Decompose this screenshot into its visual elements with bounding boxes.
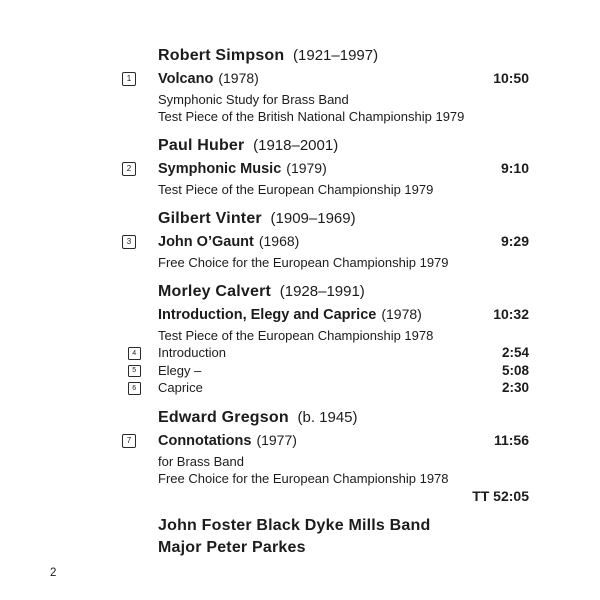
track-title: Connotations (158, 432, 252, 449)
composer-dates: (1921–1997) (293, 47, 379, 64)
composer-name: Edward Gregson (158, 408, 289, 426)
composer-section (126, 134, 529, 198)
track-row (126, 67, 529, 91)
track-subline: Free Choice for the European Championship 1978 (158, 470, 449, 486)
composer-name: Morley Calvert (158, 283, 272, 300)
composer-dates: (1928–1991) (279, 283, 365, 300)
track-number-box (128, 365, 141, 378)
movement-name: Elegy – (158, 362, 202, 378)
track-subline: Symphonic Study for Brass Band (158, 92, 349, 107)
composer-dates: (1918–2001) (253, 137, 339, 154)
composer-section (132, 280, 529, 397)
tracklist (126, 44, 529, 559)
track-time: 9:29 (500, 233, 529, 249)
track-number-box (122, 162, 136, 176)
composer-dates: (1909–1969) (270, 210, 356, 227)
track-number-box (128, 347, 141, 360)
track-number-box (122, 235, 136, 249)
movement-name: Introduction (158, 345, 226, 360)
movement-row (132, 362, 529, 380)
track-year: (1978) (218, 70, 259, 86)
composer-name: Gilbert Vinter (158, 210, 262, 227)
composer-dates: (b. 1945) (297, 408, 358, 426)
track-subline: for Brass Band (158, 453, 244, 469)
work-subline: Test Piece of the European Championship 1978 (158, 328, 434, 343)
composer-section (126, 406, 529, 505)
track-number: 3 (126, 237, 132, 246)
composer-heading (158, 134, 529, 157)
movement-time: 2:54 (501, 345, 529, 360)
track-number-box (128, 382, 141, 395)
composer-name: Paul Huber (158, 137, 245, 154)
track-title: Volcano (158, 71, 214, 87)
track-number-box (122, 434, 136, 448)
track-number: 2 (126, 164, 132, 173)
movement-name: Caprice (158, 380, 203, 395)
movement-row (132, 344, 529, 362)
track-number: 5 (132, 367, 137, 375)
page-number: 2 (50, 567, 57, 579)
composer-heading (158, 207, 529, 230)
movement-time: 2:30 (501, 380, 529, 395)
track-number: 6 (132, 384, 137, 392)
track-number: 7 (126, 435, 132, 445)
track-row (126, 230, 529, 254)
performer-credits (158, 515, 529, 559)
track-time: 10:50 (493, 70, 529, 86)
credit-line: Major Peter Parkes (158, 538, 306, 556)
track-number: 1 (126, 74, 132, 83)
track-subline: Test Piece of the British National Championship 1979 (158, 109, 465, 124)
track-time: 11:56 (493, 431, 529, 448)
composer-heading (158, 44, 529, 67)
track-year: (1968) (258, 233, 300, 249)
work-year: (1978) (381, 306, 422, 322)
track-title: Symphonic Music (158, 161, 282, 177)
track-title: John O’Gaunt (158, 234, 254, 250)
total-time: TT 52:05 (472, 487, 529, 504)
track-number: 4 (132, 349, 137, 357)
movement-time: 5:08 (501, 362, 529, 378)
track-number-box (122, 72, 136, 86)
composer-heading (158, 406, 529, 429)
track-subline: Free Choice for the European Championship 1979 (158, 255, 449, 270)
work-title-row (158, 303, 529, 327)
track-year: (1977) (256, 431, 297, 448)
track-time: 9:10 (500, 160, 529, 176)
composer-section (126, 207, 529, 271)
movement-row (132, 379, 529, 397)
work-time: 10:32 (493, 306, 529, 322)
track-row (126, 157, 529, 181)
track-subline: Test Piece of the European Championship 1979 (158, 182, 434, 197)
track-row (126, 429, 529, 453)
composer-name: Robert Simpson (158, 47, 285, 64)
work-title: Introduction, Elegy and Caprice (158, 307, 377, 323)
composer-section (126, 44, 529, 125)
track-year: (1979) (286, 160, 327, 176)
composer-heading (158, 280, 529, 303)
credit-line: John Foster Black Dyke Mills Band (158, 516, 431, 534)
